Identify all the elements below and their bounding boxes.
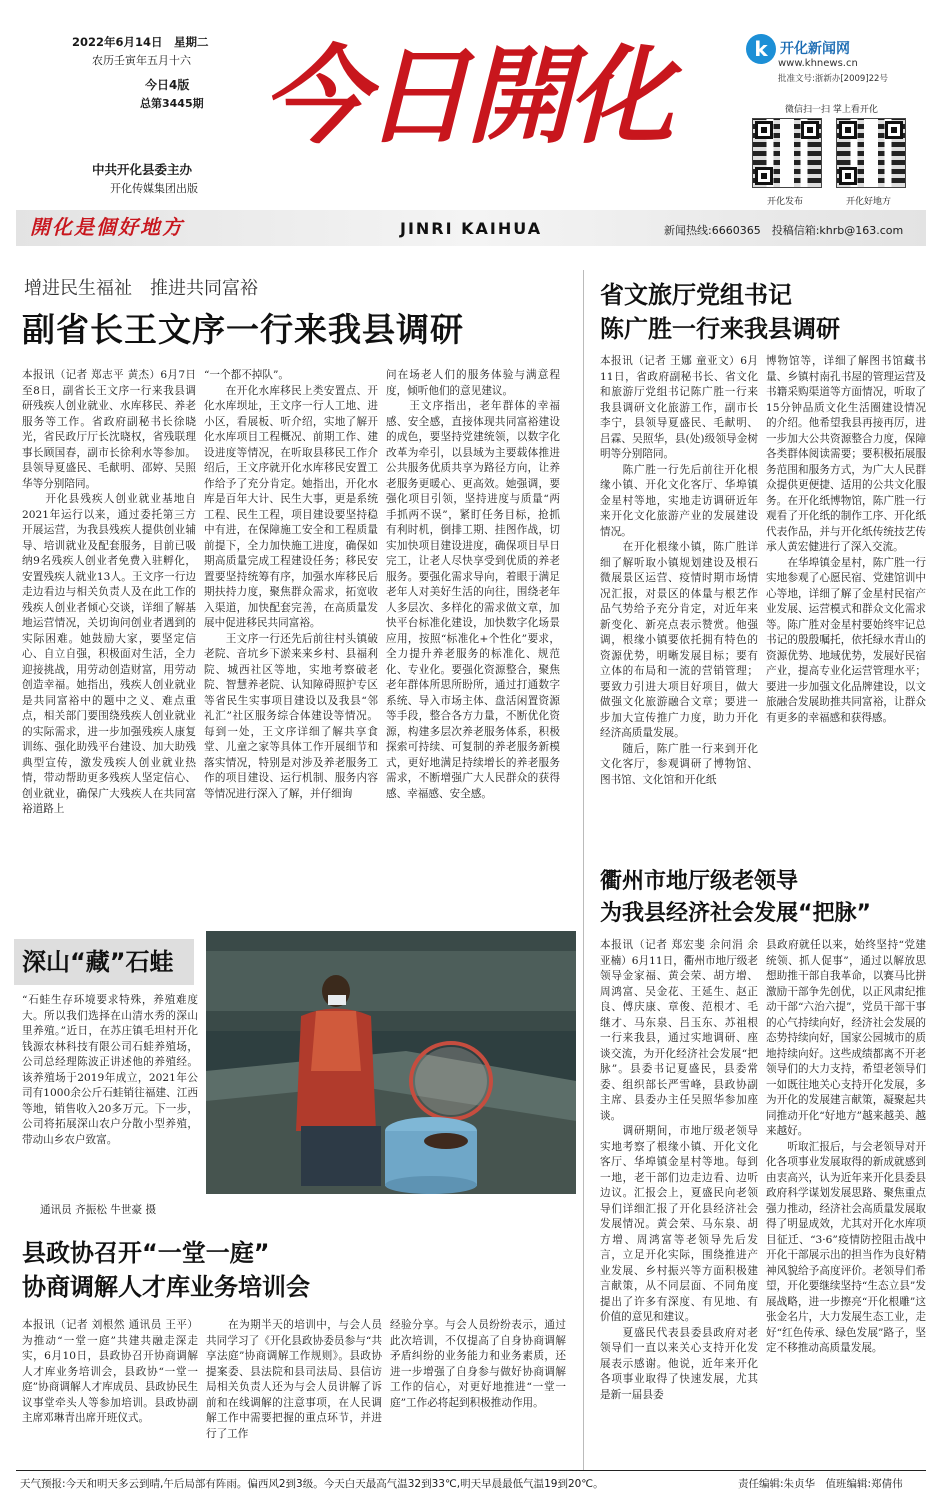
pages-today: 今日4版 [145, 78, 190, 92]
qr2-label: 开化好地方 [846, 197, 892, 207]
frog-farm-photo [206, 931, 576, 1194]
sponsor: 中共开化县委主办 [92, 162, 193, 177]
issue-total: 总第3445期 [140, 97, 204, 110]
site-logo-icon: k [746, 34, 776, 64]
article-column: “一个都不掉队”。 在开化水库移民上类安置点、开化水库坝址，王文序一行人工地、进小区，看展板、听介绍，实地了解开化水库项目工程概况、前期工作、建设进度等情况，在听取县移民工作介绍后，王文序就开化水库移民安置工作给予了充分肯定。她指出，开化水库是百年大计、民生大事，更是系统工程、民生工程，项目建设要坚持稳中有进，在保障施工安全和工程质量前提下，全力加快施工进度，确保如期高质量完成工程建设任务；移民安置要坚持统筹有序，加强水库移民后期扶持力度，聚焦群众需求，拓宽收入渠道，加快配套完善，在高质量发展中促进移民共同富裕。 王文序一行还先后前往村头镇破老院、音坑乡下淤来来乡村、县福利院、城西社区等地，实地考察破老院、智慧养老院、认知障碍照护专区等省民生实事项目建设以及我县“邻礼汇”社区服务综合体建设等情况。每到一处，王文序详细了解共享食堂、儿童之家等具体工作开展细节和落实情况，特别是对涉及养老服务工作的项目建设、运行机制、服务内容等情况进行深入了解，并仔细询 [204, 369, 378, 800]
slogan: 開化是個好地方 [30, 215, 184, 239]
article-column: 本报讯（记者 刘根然 通讯员 王平）为推动“一堂一庭”共建共融走深走实，6月10日，县政协召开协商调解人才库业务培训会，县政协“一堂一庭”协商调解人才库成员、县政协民生议事堂牵头人等参加培训。县政协副主席邓琳青出席开班仪式。 [22, 1319, 198, 1424]
qr-code-icon [752, 118, 822, 188]
issue-date: 2022年6月14日 星期二 [72, 35, 209, 49]
article-column: 博物馆等，详细了解图书馆藏书量、乡镇村南孔书屋的管理运营及书籍采购渠道等方面情况，听取了15分钟品质文化生活圈建设情况的介绍。他希望我县再接再厉，进一步加大公共资源整合力度，保障各类群体阅读需要；要积极拓展服务范围和服务方式，为广大人民群众提供更便捷、适用的公共文化服务。在开化纸博物馆，陈广胜一行观看了开化纸的制作工序、开化纸代表作品，并与开化纸传统技艺传承人黄宏健进行了深入交流。 在华埠镇金星村，陈广胜一行实地参观了心愿民宿、党建馆训中心等地，详细了解了金星村民宿产业发展、运营模式和群众文化需求等。陈广胜对金星村要始终牢记总书记的殷殷嘱托，依托绿水青山的资源优势、地域优势，发展好民宿产业，提高专业化运营管理水平；要进一步加强文化品牌建设，以文旅融合发展助推共同富裕，让群众有更多的幸福感和获得感。 [766, 355, 926, 724]
article-headline: 衢州市地厅级老领导 [600, 869, 799, 894]
article-headline: 协商调解人才库业务培训会 [22, 1273, 310, 1301]
site-url: www.khnews.cn [778, 58, 858, 69]
publisher: 开化传媒集团出版 [110, 182, 198, 195]
article-headline: 省文旅厅党组书记 [600, 281, 792, 309]
article-column: 县政府就任以来，始终坚持“党建统领、抓人促事”，通过以解放思想助推干部自我革命，以赛马比拼激励干部争先创优，以正风肃纪推动干部“六治六提”，党员干部干事的心气持续向好，经济社会发展的态势持续向好，国家公园城市的质地持续向好。这些成绩都离不开老领导们的大力支持，希望老领导们一如既往地关心支持开化发展，多为开化的发展建言献策，凝聚起共同推动开化“好地方”越来越美、越来越好。 听取汇报后，与会老领导对开化各项事业发展取得的新成就感到由衷高兴，认为近年来开化县委县政府科学谋划发展思路、聚焦重点强力推动，经济社会高质量发展取得了明显成效，尤其对开化水库项目征迁、“3·6”疫情防控阻击战中开化干部展示出的担当作为良好精神风貌给予高度评价。老领导们希望，开化要继续坚持“生态立县”发展战略，进一步擦亮“开化根雕”这张金名片，大力发展生态工业，走好“红色传承、绿色发展”路子，坚定不移推动高质量发展。 [766, 939, 926, 1354]
weather-forecast: 天气预报:今天和明天多云到晴,午后局部有阵雨。偏西风2到3级。今天白天最高气温32到33℃,明天早晨最低气温19到20℃。 [20, 1478, 604, 1490]
footer-rule [16, 1470, 926, 1471]
article-column: 本报讯（记者 郑宏斐 余问涓 余亚楠）6月11日，衢州市地厅级老领导金家福、黄会荣、胡方增、周鸿富、吴金花、王延生、赵正良、傅庆康、章俊、范根才、毛继才、马东泉、吕玉东、苏祖根一行来我县，通过实地调研、座谈交流，为开化经济社会发展“把脉”。县委书记夏盛民，县委常委、组织部长严雪峰，县政协副主席、县委办主任吴照华参加座谈。 调研期间，市地厅级老领导实地考察了根缘小镇、开化文化客厅、华埠镇金星村等地。每到一地，老干部们边走边看、边听边议。汇报会上，夏盛民向老领导们详细汇报了开化县经济社会发展情况。黄会荣、马东泉、胡方增、周鸿富等老领导先后发言，立足开化实际，围绕推进产业发展、乡村振兴等方面积极建言献策，从不同层面、不同角度提出了许多有深度、有见地、有价值的意见和建议。 夏盛民代表县委县政府对老领导们一直以来关心支持开化发展表示感谢。他说，近年来开化各项事业取得了快速发展，尤其是新一届县委 [600, 939, 758, 1401]
article-kicker: 增进民生福祉 推进共同富裕 [24, 278, 258, 299]
article-governor-visit [0, 260, 590, 920]
article-body: “石蛙生存环境要求特殊，养殖难度大。所以我们选择在山清水秀的深山里养殖。”近日，在苏庄镇毛坦村开化钱源农林科技有限公司石蛙养殖场，公司总经理陈波正讲述他的养殖经。该养殖场于2019年成立，2021年公司有1000余公斤石蛙销往福建、江西等地，销售收入20多万元。下一步，公司将拓展深山农户分散小型养殖，带动山乡农户致富。 [22, 994, 198, 1146]
column-divider [583, 270, 584, 1470]
article-column: 本报讯（记者 郑志平 黄杰）6月7日至8日，副省长王文序一行来我县调研残疾人创业就业、水库移民、养老服务等工作。省政府副秘书长徐晓光，省民政厅厅长沈晓权，省残联理事长顾国春，副市长徐利水等参加。县领导夏盛民、毛献明、邵婷、吴照华等分别陪同。 开化县残疾人创业就业基地自2021年运行以来，通过委托第三方开展运营，为我县残疾人提供创业辅导、培训就业及配套服务，目前已吸纳9名残疾人创业者免费入驻孵化，安置残疾人就业13人。王文序一行边走边看边与相关负责人及在此工作的残疾人创业者倾心交谈，详细了解基地运营情况，关切询问创业者遇到的实际困难。她鼓励大家，要坚定信心、自立自强，积极面对生活，全力迎接挑战，用劳动创造财富，用劳动创造幸福。她指出，残疾人创业就业是共同富裕中的题中之义、难点重点，相关部门要围绕残疾人创业就业的实际需求，进一步加强残疾人康复训练、强化助残平台建设、加大助残典型宣传，激发残疾人创业就业热情，带动帮助更多残疾人坚定信心、创业就业，确保广大残疾人在共同富裕道路上 [22, 369, 196, 815]
article-column: 本报讯（记者 王娜 童亚文）6月11日，省政府副秘书长、省文化和旅游厅党组书记陈广胜一行来我县调研文化旅游工作，副市长李宁，县领导夏盛民、毛献明、吕霖、吴照华，县(处)级领导金树明等分别陪同。 陈广胜一行先后前往开化根缘小镇、开化文化客厅、华埠镇金星村等地，实地走访调研近年来开化文化旅游产业的发展建设情况。 在开化根缘小镇，陈广胜详细了解听取小镇规划建设及根石微展景区运营、疫情时期市场情况汇报，对景区的体量与根艺作品气势给予充分肯定，对近年来新变化、新亮点表示赞赏。他强调，根缘小镇要依托拥有特色的资源优势，明晰发展目标；要有立体的布局和一流的营销管理；要致力引进大项目好项目，做大做强文化旅游融合文章；要进一步加大宣传推广力度，助力开化经济高质量发展。 随后，陈广胜一行来到开化文化客厅，参观调研了博物馆、图书馆、文化馆和开化纸 [600, 355, 758, 786]
article-culture-tourism [590, 270, 930, 860]
article-headline: 县政协召开“一堂一庭” [22, 1239, 270, 1267]
newspaper-logo: 今日開化 [262, 33, 670, 158]
article-headline: 陈广胜一行来我县调研 [600, 315, 840, 343]
masthead [0, 0, 943, 250]
logo-pinyin: JINRI KAIHUA [400, 219, 543, 238]
article-column: 在为期半天的培训中，与会人员共同学习了《开化县政协委员参与“共享法庭”协商调解工作规则》。县政协提案委、县法院和县司法局、县信访局相关负责人还为与会人员讲解了诉前和在线调解的注意事项，在人民调解工作中需要把握的重点环节，并进行了工作 [206, 1319, 382, 1440]
photo-credit: 通讯员 齐振松 牛世豪 摄 [40, 1204, 157, 1216]
article-headline: 深山“藏”石蛙 [22, 948, 174, 976]
editors: 责任编辑:朱贞华 值班编辑:郑倩伟 [738, 1478, 903, 1490]
article-cppcc-training [0, 1230, 583, 1460]
article-veteran-leaders [590, 860, 930, 1470]
hotline: 新闻热线:6660365 投稿信箱:khrb@163.com [664, 224, 904, 237]
approval-number: 批准文号:浙新办[2009]22号 [778, 74, 888, 84]
photo-illustration [206, 931, 576, 1194]
article-headline: 为我县经济社会发展“把脉” [600, 901, 871, 926]
article-stone-frog [0, 925, 583, 1225]
lunar-date: 农历壬寅年五月十六 [92, 54, 191, 67]
article-column: 问在场老人们的服务体验与满意程度，倾听他们的意见建议。 王文序指出，老年群体的幸福感、安全感，直接体现共同富裕建设的成色，要坚持党建统领，以数字化改革为牵引，以县域为主要载体推进公共服务优质共享为路径方向，让养老服务更暖心、更高效。她强调，要强化项目引领，坚持进度与质量“两手抓两不误”，紧盯任务目标，抢抓有利时机，倒排工期、挂图作战，切实加快项目建设进度，确保项目早日完工，让老人尽快享受到优质的养老服务。要强化需求导向，着眼于满足老年人对美好生活的向往，围绕老年人多层次、多样化的需求做文章，加快平台标准化建设，加快数字化场景应用，按照“标准化+个性化”要求，全力提升养老服务的标准化、规范化、专业化。要强化资源整合，聚焦老年群体所思所盼所，通过打通数字系统、导入市场主体、盘活闲置资源等手段，整合各方力量，不断优化资源，构建多层次养老服务体系，积极探索可持续、可复制的养老服务新模式，更好地满足持续增长的养老服务需求，不断增强广大人民群众的获得感、幸福感、安全感。 [386, 369, 560, 800]
qr1-label: 开化发布 [767, 197, 804, 207]
qr-code-icon [836, 118, 906, 188]
follow-text: 微信扫一扫 掌上看开化 [785, 105, 878, 115]
article-column: 经验分享。与会人员纷纷表示，通过此次培训，不仅提高了自身协商调解矛盾纠纷的业务能力和业务素质，还进一步增强了自身参与做好协商调解工作的信心，对更好地推进“一堂一庭”工作必将起到积极推动作用。 [390, 1319, 566, 1409]
site-name: 开化新闻网 [780, 41, 850, 57]
article-headline: 副省长王文序一行来我县调研 [22, 310, 464, 349]
